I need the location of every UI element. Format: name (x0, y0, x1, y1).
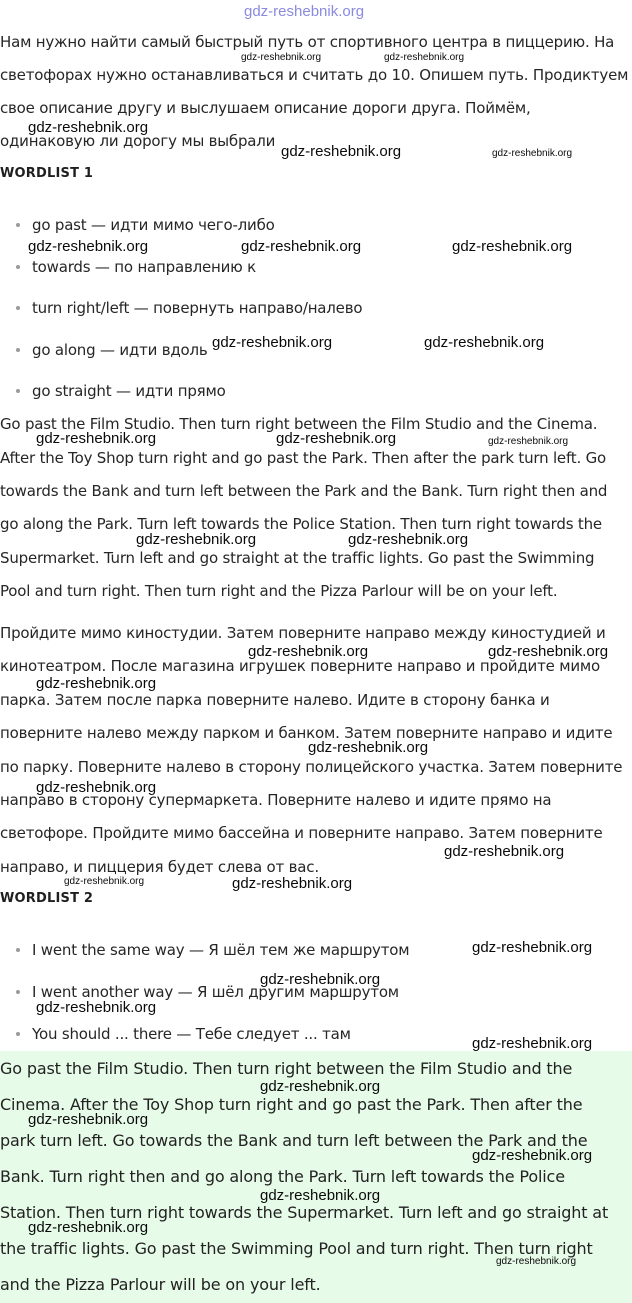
watermark: gdz-reshebnik.org (276, 430, 397, 447)
watermark: gdz-reshebnik.org (36, 999, 157, 1016)
watermark: gdz-reshebnik.org (241, 238, 362, 255)
route-en-line: Pool and turn right. Then turn right and the Pizza Parlour will be on your left. (0, 582, 558, 600)
watermark: gdz-reshebnik.org (488, 643, 609, 660)
bullet-icon (16, 348, 20, 352)
route-ru-line: парка. Затем после парка поверните налево. Идите в сторону банка и (0, 691, 550, 709)
watermark: gdz-reshebnik.org (472, 1147, 593, 1164)
watermark: gdz-reshebnik.org (348, 531, 469, 548)
wordlist-2-item-text: I went the same way — Я шёл тем же маршрутом (32, 941, 410, 959)
route-ru-line: направо в сторону супермаркета. Поверните налево и идите прямо на (0, 791, 552, 809)
watermark: gdz-reshebnik.org (260, 1187, 381, 1204)
bullet-icon (16, 223, 20, 227)
answer-line: Go past the Film Studio. Then turn right between the Film Studio and the (0, 1059, 573, 1078)
bullet-icon (16, 265, 20, 269)
watermark: gdz-reshebnik.org (472, 939, 593, 956)
wordlist-1-item (16, 341, 208, 359)
answer-line: Cinema. After the Toy Shop turn right and go past the Park. Then after the (0, 1095, 583, 1114)
route-ru-line: Пройдите мимо киностудии. Затем поверните направо между киностудией и (0, 624, 606, 642)
wordlist-1-item (16, 258, 256, 276)
task-line-2: светофорах нужно останавливаться и считать до 10. Опишем путь. Продиктуем (0, 66, 629, 84)
watermark: gdz-reshebnik.org (260, 971, 381, 988)
wordlist-1-item (16, 216, 275, 234)
watermark: gdz-reshebnik.org (241, 52, 322, 63)
bullet-icon (16, 990, 20, 994)
watermark: gdz-reshebnik.org (472, 1035, 593, 1052)
answer-line: the traffic lights. Go past the Swimming Pool and turn right. Then turn right (0, 1239, 593, 1258)
watermark: gdz-reshebnik.org (64, 876, 145, 887)
watermark: gdz-reshebnik.org (424, 334, 545, 351)
route-en-line: Supermarket. Turn left and go straight at the traffic lights. Go past the Swimming (0, 549, 595, 567)
wordlist-1-title: WORDLIST 1 (0, 166, 94, 181)
answer-line: Bank. Turn right then and go along the Park. Turn left towards the Police (0, 1167, 565, 1186)
watermark: gdz-reshebnik.org (384, 52, 465, 63)
task-line-1: Нам нужно найти самый быстрый путь от спортивного центра в пиццерию. На (0, 33, 615, 51)
watermark: gdz-reshebnik.org (488, 436, 569, 447)
watermark: gdz-reshebnik.org (28, 1219, 149, 1236)
watermark: gdz-reshebnik.org (36, 779, 157, 796)
watermark: gdz-reshebnik.org (496, 1256, 577, 1267)
watermark: gdz-reshebnik.org (492, 148, 573, 159)
answer-line: park turn left. Go towards the Bank and turn left between the Park and the (0, 1131, 588, 1150)
wordlist-2-item (16, 1025, 351, 1043)
watermark: gdz-reshebnik.org (281, 143, 402, 160)
wordlist-1-item-text: go along — идти вдоль (32, 341, 208, 359)
wordlist-1-item-text: towards — по направлению к (32, 258, 257, 276)
watermark: gdz-reshebnik.org (260, 1078, 381, 1095)
route-ru-line: поверните налево между парком и банком. Затем поверните направо и идите (0, 724, 613, 742)
wordlist-2-item (16, 941, 409, 959)
watermark: gdz-reshebnik.org (452, 238, 573, 255)
route-ru-line: светофоре. Пройдите мимо бассейна и поверните направо. Затем поверните (0, 824, 603, 842)
route-en-line: go along the Park. Turn left towards the Police Station. Then turn right towards the (0, 515, 602, 533)
watermark: gdz-reshebnik.org (28, 119, 149, 136)
task-line-3: свое описание другу и выслушаем описание дороги друга. Поймём, (0, 99, 531, 117)
wordlist-2-item-text: You should ... there — Тебе следует ... там (32, 1025, 351, 1043)
watermark: gdz-reshebnik.org (36, 675, 157, 692)
watermark: gdz-reshebnik.org (308, 739, 429, 756)
wordlist-1-item-text: go straight — идти прямо (32, 382, 226, 400)
route-en-line: Go past the Film Studio. Then turn right between the Film Studio and the Cinema. (0, 415, 598, 433)
task-line-4: одинаковую ли дорогу мы выбрали (0, 132, 276, 150)
route-ru-line: направо, и пиццерия будет слева от вас. (0, 858, 319, 876)
wordlist-2-title: WORDLIST 2 (0, 891, 94, 906)
wordlist-1-item-text: go past — идти мимо чего-либо (32, 216, 275, 234)
watermark: gdz-reshebnik.org (28, 1111, 149, 1128)
watermark: gdz-reshebnik.org (136, 531, 257, 548)
bullet-icon (16, 306, 20, 310)
watermark: gdz-reshebnik.org (232, 875, 353, 892)
answer-line: and the Pizza Parlour will be on your left. (0, 1275, 321, 1294)
watermark: gdz-reshebnik.org (248, 643, 369, 660)
wordlist-1-item-text: turn right/left — повернуть направо/налево (32, 299, 363, 317)
answer-line: Station. Then turn right towards the Supermarket. Turn left and go straight at (0, 1203, 609, 1222)
bullet-icon (16, 948, 20, 952)
route-ru-line: по парку. Поверните налево в сторону полицейского участка. Затем поверните (0, 758, 623, 776)
wordlist-2-item-text: I went another way — Я шёл другим маршрутом (32, 983, 399, 1001)
watermark: gdz-reshebnik.org (212, 334, 333, 351)
watermark-header: gdz-reshebnik.org (244, 3, 365, 20)
route-en-line: After the Toy Shop turn right and go past the Park. Then after the park turn left. Go (0, 449, 606, 467)
route-en-line: towards the Bank and turn left between the Park and the Bank. Turn right then and (0, 482, 608, 500)
route-ru-line: кинотеатром. После магазина игрушек поверните направо и пройдите мимо (0, 657, 600, 675)
bullet-icon (16, 389, 20, 393)
wordlist-1-item (16, 382, 226, 400)
bullet-icon (16, 1032, 20, 1036)
watermark: gdz-reshebnik.org (28, 238, 149, 255)
wordlist-1-item (16, 299, 362, 317)
watermark: gdz-reshebnik.org (444, 843, 565, 860)
watermark: gdz-reshebnik.org (36, 430, 157, 447)
